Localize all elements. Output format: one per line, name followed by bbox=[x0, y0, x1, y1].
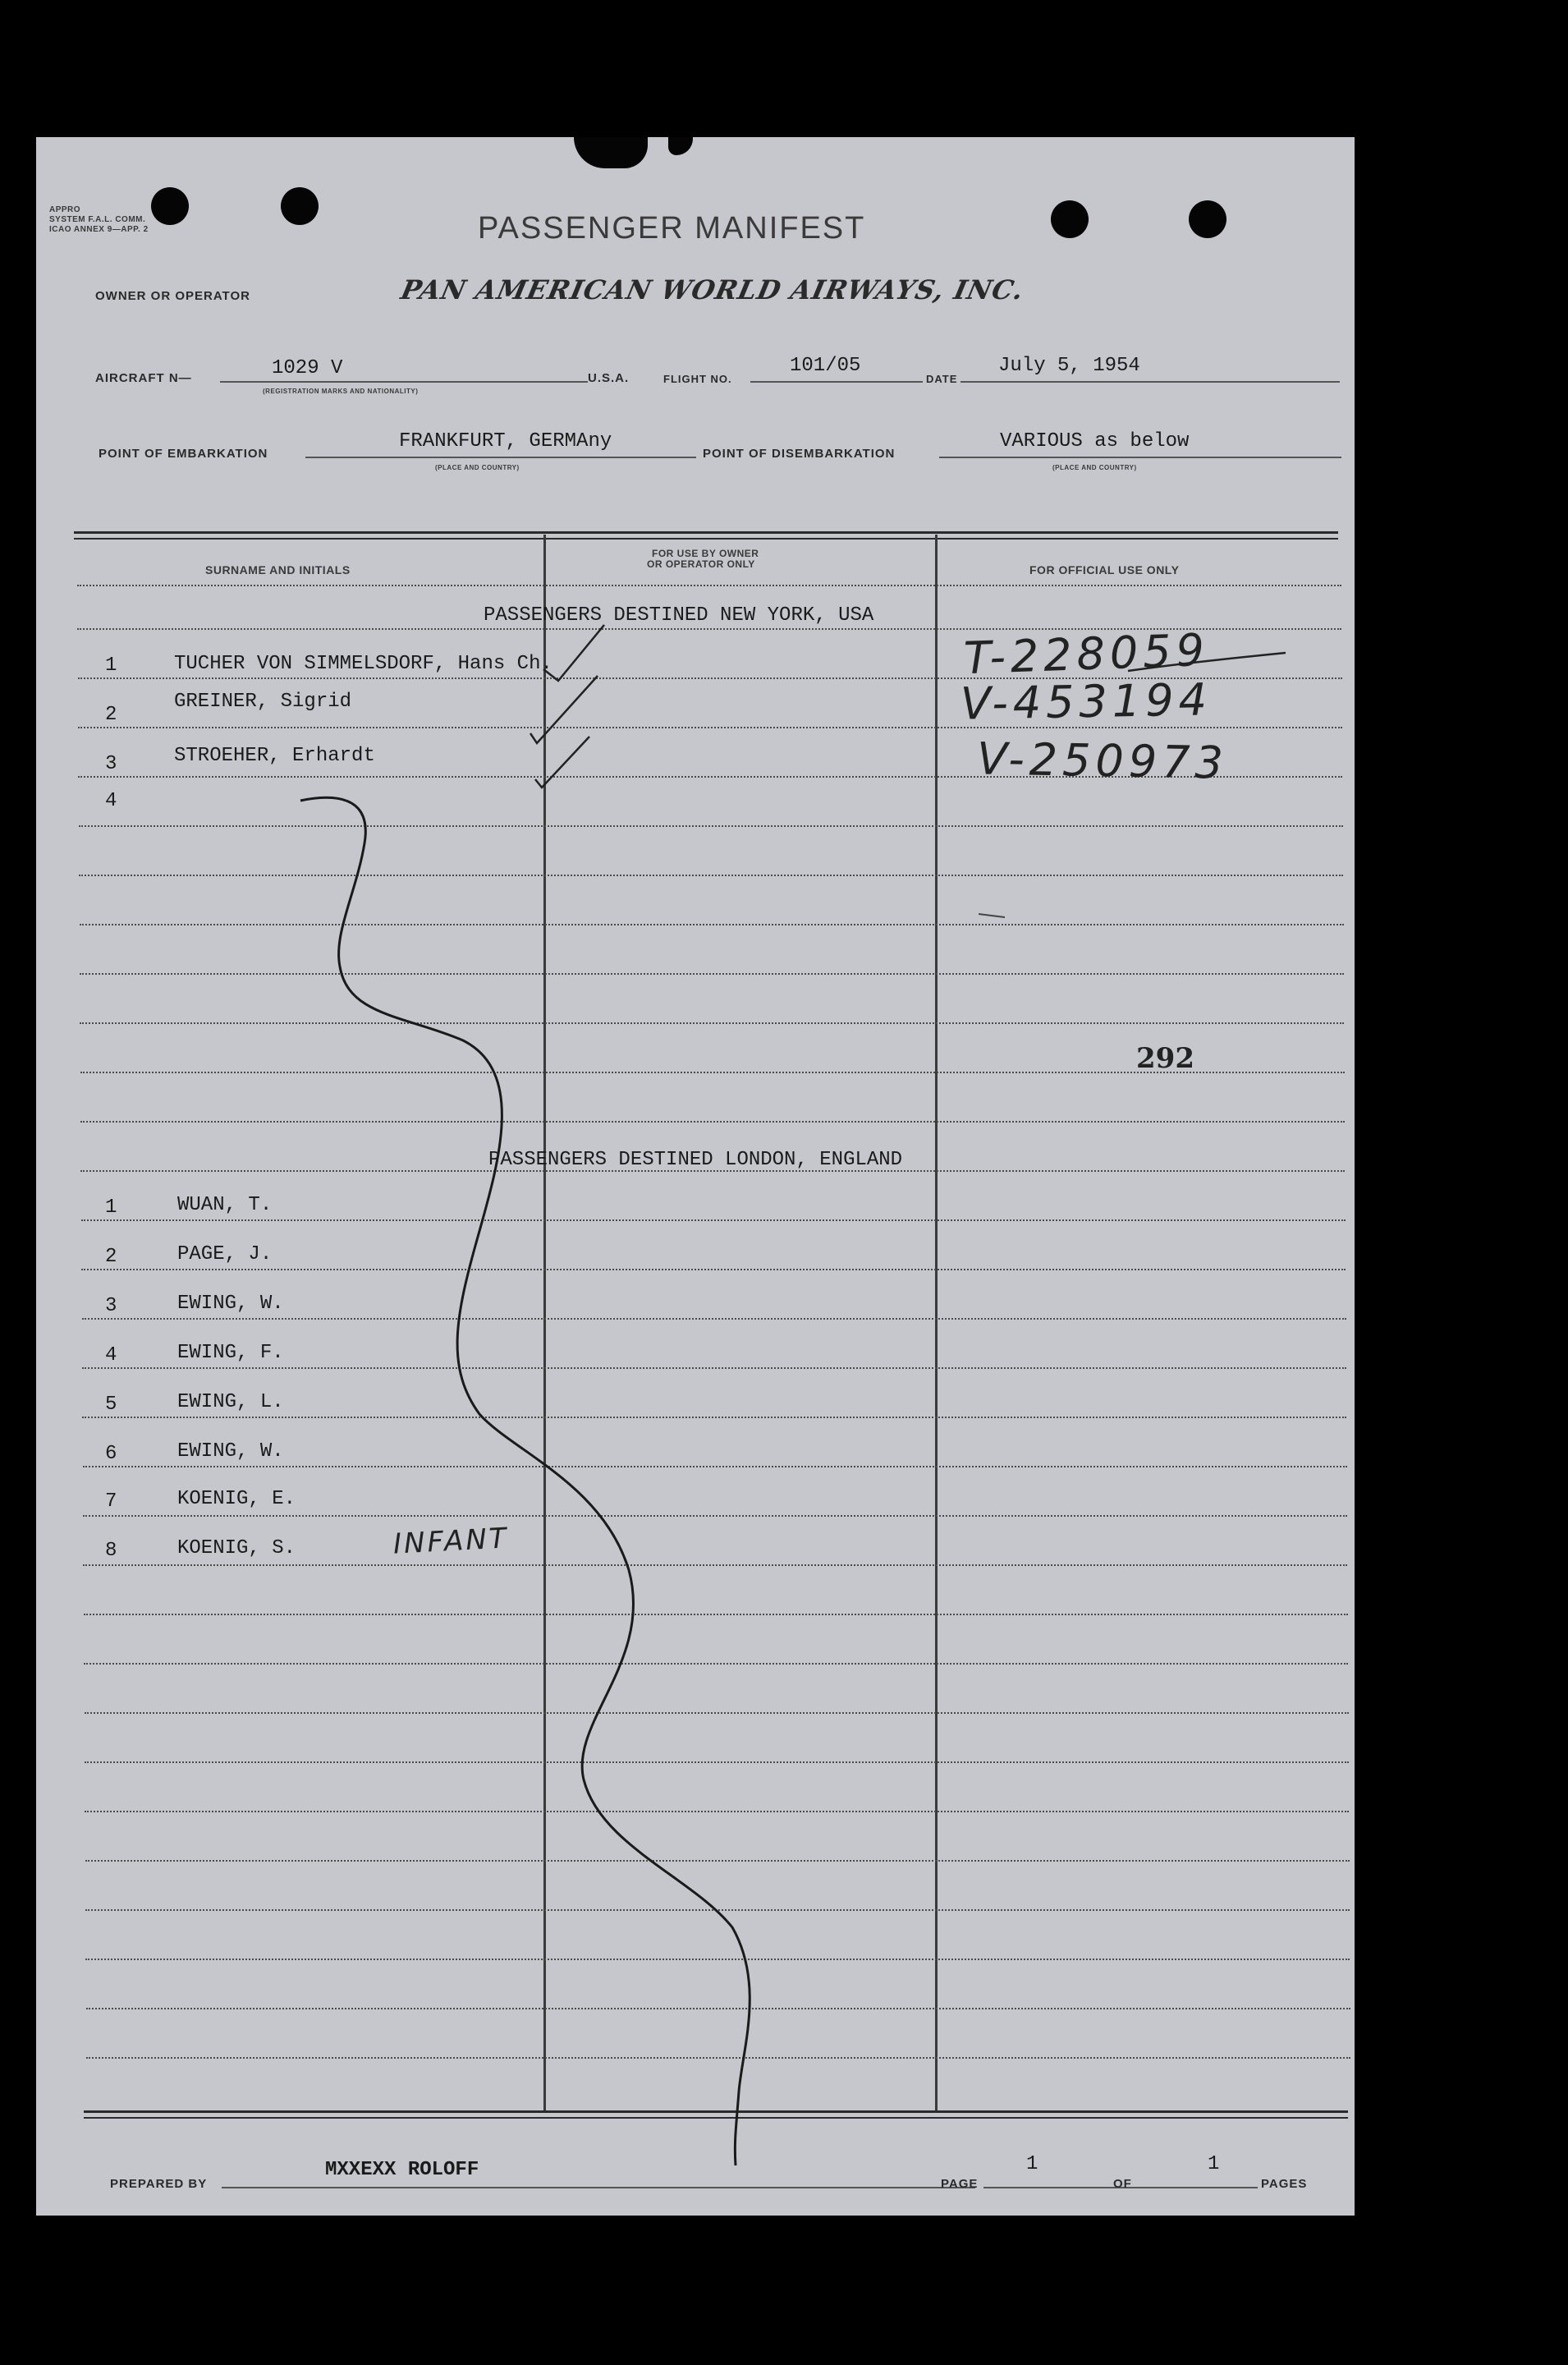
passenger-number: 4 bbox=[105, 790, 117, 812]
row-line bbox=[85, 1959, 1350, 1960]
owner-label: OWNER OR OPERATOR bbox=[95, 289, 250, 303]
row-line bbox=[84, 1614, 1348, 1615]
aircraft-sub: (REGISTRATION MARKS AND NATIONALITY) bbox=[263, 388, 419, 395]
page-value: 1 bbox=[1026, 2153, 1038, 2175]
passenger-number: 8 bbox=[105, 1540, 117, 1562]
passenger-name: KOENIG, S. bbox=[177, 1537, 296, 1559]
disembark-underline bbox=[939, 457, 1341, 458]
owner-value: PAN AMERICAN WORLD AIRWAYS, INC. bbox=[397, 274, 1027, 305]
row-line bbox=[81, 1219, 1346, 1221]
row-line bbox=[78, 727, 1342, 728]
row-line bbox=[83, 1564, 1347, 1566]
approval-line: APPRO bbox=[49, 205, 81, 214]
prepared-underline bbox=[222, 2187, 975, 2188]
punch-hole bbox=[1189, 200, 1226, 238]
stamp-number: 292 bbox=[1136, 1042, 1194, 1075]
passenger-name: EWING, W. bbox=[177, 1293, 284, 1315]
continuation-squiggle bbox=[300, 797, 750, 2165]
disembark-value: VARIOUS as below bbox=[1000, 430, 1190, 452]
pages-underline bbox=[1141, 2187, 1258, 2188]
date-label: DATE bbox=[926, 373, 958, 385]
row-line bbox=[82, 1318, 1346, 1320]
torn-edge bbox=[668, 137, 693, 155]
row-line bbox=[85, 1811, 1349, 1812]
section-heading: PASSENGERS DESTINED NEW YORK, USA bbox=[484, 604, 874, 627]
passenger-number: 6 bbox=[105, 1443, 117, 1465]
passenger-name: EWING, L. bbox=[177, 1391, 284, 1413]
table-top-rule bbox=[74, 538, 1338, 540]
passenger-name: EWING, F. bbox=[177, 1342, 284, 1364]
official-number: V-453194 bbox=[960, 673, 1213, 730]
passenger-number: 3 bbox=[105, 1295, 117, 1317]
passenger-name: PAGE, J. bbox=[177, 1243, 273, 1265]
column-header-surname: SURNAME AND INITIALS bbox=[205, 563, 351, 576]
passenger-number: 1 bbox=[105, 654, 117, 677]
passenger-number: 4 bbox=[105, 1344, 117, 1366]
aircraft-underline bbox=[220, 381, 588, 383]
section-heading: PASSENGERS DESTINED LONDON, ENGLAND bbox=[488, 1149, 903, 1171]
flight-value: 101/05 bbox=[790, 355, 861, 377]
embark-underline bbox=[305, 457, 696, 458]
table-top-rule bbox=[74, 531, 1338, 534]
row-line bbox=[83, 1466, 1347, 1467]
disembark-sub: (PLACE AND COUNTRY) bbox=[1052, 464, 1137, 471]
date-value: July 5, 1954 bbox=[998, 355, 1140, 377]
row-line bbox=[77, 585, 1341, 586]
row-line bbox=[80, 1022, 1344, 1024]
passenger-name: WUAN, T. bbox=[177, 1194, 273, 1216]
row-line bbox=[85, 1909, 1350, 1911]
column-header-owner-use: FOR USE BY OWNER bbox=[652, 548, 759, 559]
row-line bbox=[86, 2057, 1350, 2059]
passenger-number: 2 bbox=[105, 704, 117, 726]
approval-line: SYSTEM F.A.L. COMM. bbox=[49, 215, 146, 224]
passenger-name: STROEHER, Erhardt bbox=[174, 745, 375, 767]
row-line bbox=[80, 1121, 1345, 1123]
passenger-number: 3 bbox=[105, 753, 117, 775]
passenger-name: GREINER, Sigrid bbox=[174, 691, 352, 713]
passenger-number: 1 bbox=[105, 1196, 117, 1219]
torn-edge bbox=[574, 137, 648, 168]
embark-value: FRANKFURT, GERMAny bbox=[399, 430, 612, 452]
page-label: PAGE bbox=[941, 2177, 979, 2191]
row-line bbox=[86, 2008, 1350, 2009]
table-bottom-rule bbox=[84, 2117, 1348, 2119]
prepared-label: PREPARED BY bbox=[110, 2177, 208, 2191]
row-line bbox=[83, 1515, 1347, 1517]
disembark-label: POINT OF DISEMBARKATION bbox=[703, 447, 896, 461]
pages-value: 1 bbox=[1208, 2153, 1220, 2175]
row-line bbox=[85, 1712, 1349, 1714]
row-line bbox=[84, 1663, 1348, 1665]
passenger-number: 7 bbox=[105, 1490, 117, 1513]
flight-label: FLIGHT NO. bbox=[663, 373, 732, 385]
pages-label: PAGES bbox=[1261, 2177, 1308, 2191]
of-label: OF bbox=[1113, 2177, 1132, 2191]
punch-hole bbox=[281, 187, 319, 225]
aircraft-label: AIRCRAFT N— bbox=[95, 371, 192, 385]
row-line bbox=[79, 875, 1343, 876]
passenger-note: INFANT bbox=[392, 1522, 510, 1561]
embark-sub: (PLACE AND COUNTRY) bbox=[435, 464, 520, 471]
column-separator bbox=[935, 535, 938, 2111]
table-bottom-rule bbox=[84, 2110, 1348, 2113]
column-header-official: FOR OFFICIAL USE ONLY bbox=[1029, 563, 1180, 576]
approval-line: ICAO ANNEX 9—APP. 2 bbox=[49, 225, 149, 234]
flight-underline bbox=[750, 381, 923, 383]
column-separator bbox=[543, 535, 546, 2111]
row-line bbox=[81, 1269, 1346, 1270]
embark-label: POINT OF EMBARKATION bbox=[99, 447, 268, 461]
row-line bbox=[82, 1417, 1346, 1418]
prepared-value: MXXEXX ROLOFF bbox=[325, 2159, 479, 2181]
row-line bbox=[80, 973, 1344, 975]
punch-hole bbox=[1051, 200, 1089, 238]
column-header-owner-use: OR OPERATOR ONLY bbox=[647, 558, 755, 570]
passenger-number: 5 bbox=[105, 1394, 117, 1416]
official-number: V-250973 bbox=[976, 732, 1229, 789]
passenger-name: EWING, W. bbox=[177, 1440, 284, 1463]
stray-mark bbox=[979, 914, 1005, 917]
passenger-number: 2 bbox=[105, 1246, 117, 1268]
row-line bbox=[85, 1860, 1350, 1862]
check-mark bbox=[543, 625, 604, 681]
row-line bbox=[80, 924, 1344, 925]
check-mark bbox=[530, 676, 598, 743]
row-line bbox=[82, 1367, 1346, 1369]
aircraft-value: 1029 V bbox=[272, 357, 343, 379]
form-title: PASSENGER MANIFEST bbox=[478, 211, 866, 246]
passenger-name: TUCHER VON SIMMELSDORF, Hans Ch. bbox=[174, 653, 552, 675]
passenger-name: KOENIG, E. bbox=[177, 1488, 296, 1510]
row-line bbox=[85, 1761, 1349, 1763]
official-number: T-228059 bbox=[962, 623, 1210, 685]
manifest-paper bbox=[36, 137, 1355, 2216]
country-label: U.S.A. bbox=[588, 371, 630, 385]
punch-hole bbox=[151, 187, 189, 225]
row-line bbox=[79, 825, 1343, 827]
date-underline bbox=[961, 381, 1340, 383]
